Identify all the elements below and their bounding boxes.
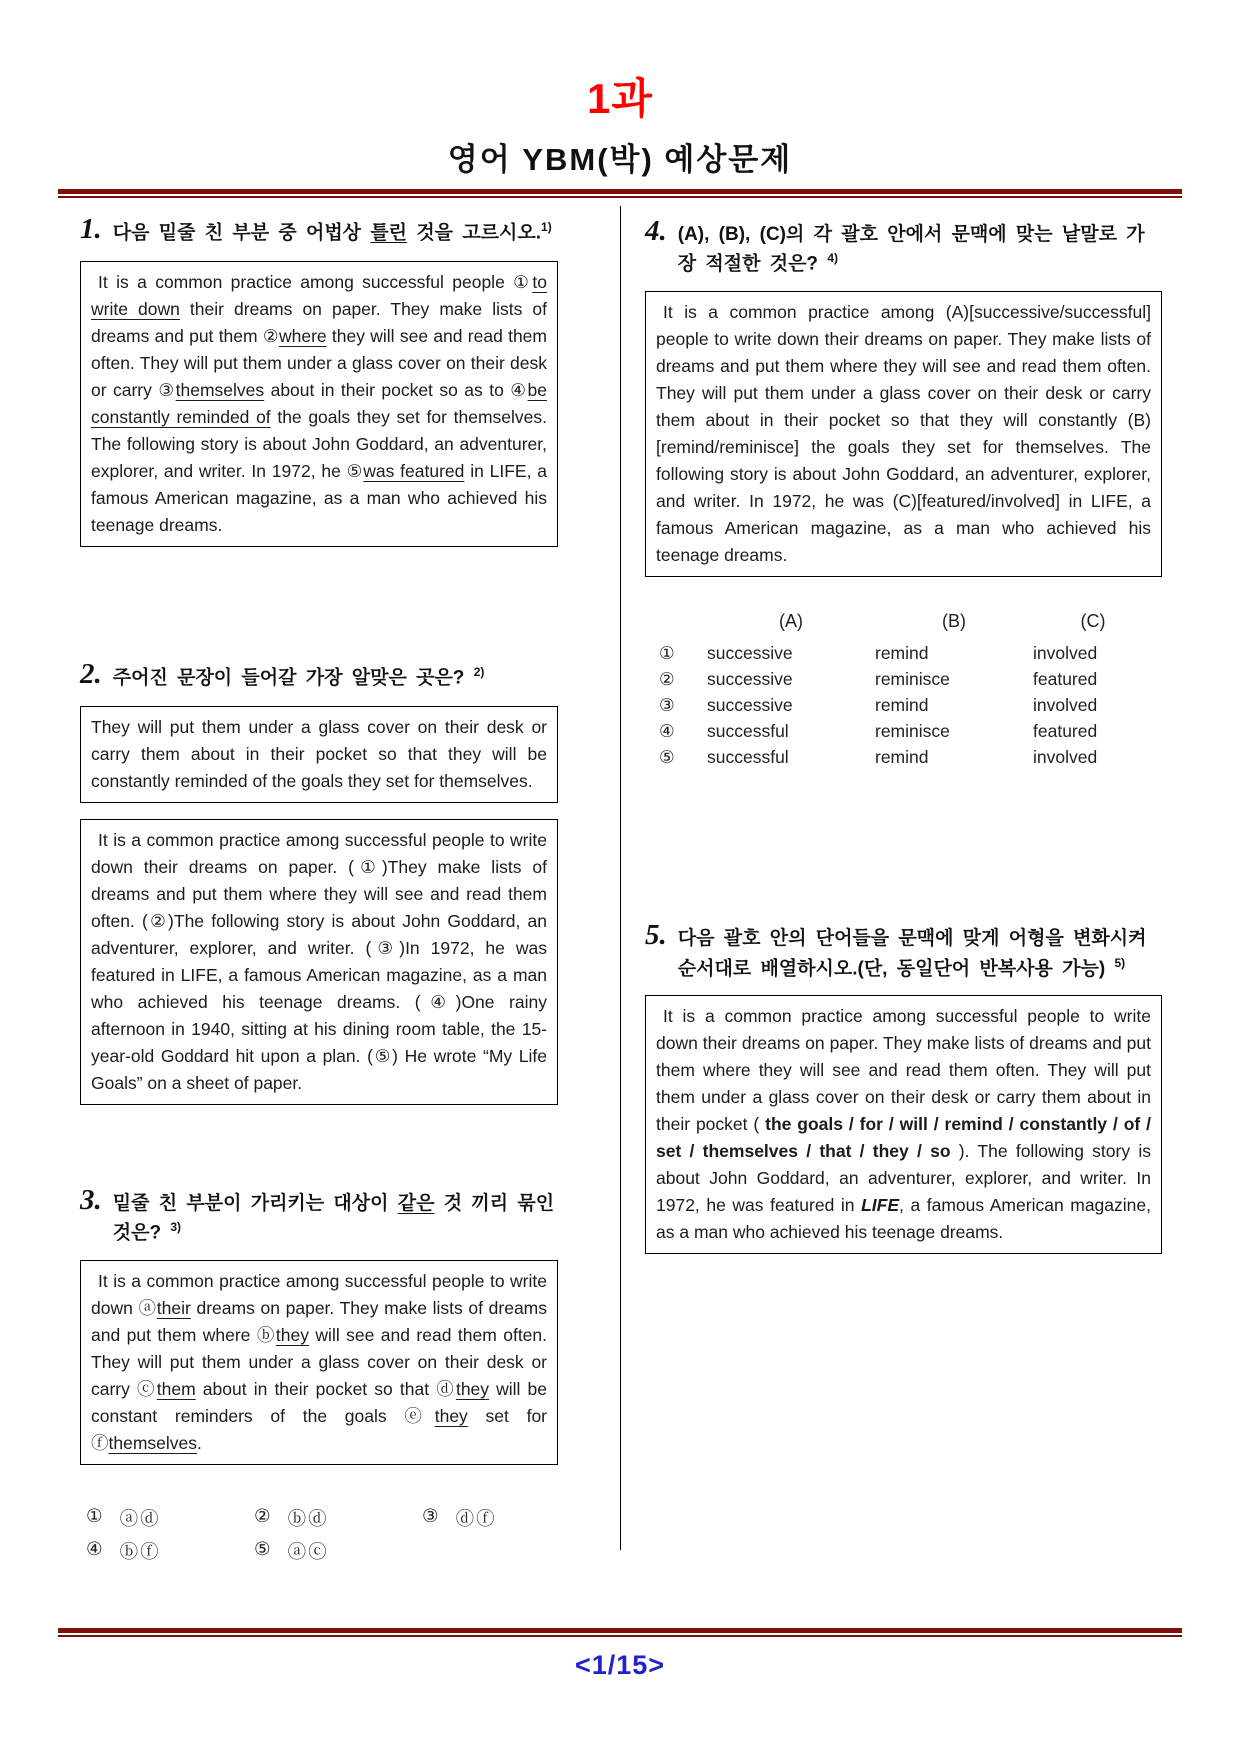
question-5-prompt: 다음 괄호 안의 단어들을 문맥에 맞게 어형을 변화시켜 순서대로 배열하시오.(단, 동일단어 반복사용 가능) $^{5)}$ — [677, 928, 1147, 979]
question-3-choices — [86, 1505, 558, 1564]
question-3-heading — [80, 1185, 558, 1248]
row-2-c: featured — [1033, 668, 1098, 689]
choice-3 — [422, 1505, 558, 1531]
row-3-a: successive — [707, 694, 793, 715]
page-header — [0, 0, 1240, 179]
question-3 — [80, 1185, 558, 1564]
question-1-passage-box — [80, 261, 558, 547]
row-5-c: involved — [1033, 746, 1098, 767]
row-2-b: reminisce — [875, 668, 950, 689]
table-row — [659, 692, 1153, 718]
row-4-c: featured — [1033, 720, 1098, 741]
choice-2-pair: ⓑⓓ — [287, 1507, 329, 1529]
row-1-number: ① — [659, 642, 675, 663]
options-header-b: (B) — [942, 611, 966, 632]
row-4-number: ④ — [659, 720, 675, 741]
question-4-number: 4. — [645, 215, 667, 247]
row-1-a: successive — [707, 642, 793, 663]
page-title: 1과 — [587, 75, 653, 122]
left-column — [80, 208, 558, 1564]
choice-1 — [86, 1505, 254, 1531]
choice-3-pair: ⓓⓕ — [455, 1507, 497, 1529]
question-4 — [645, 216, 1162, 770]
choice-5-pair: ⓐⓒ — [287, 1540, 329, 1562]
question-1-prompt: 다음 밑줄 친 부분 중 어법상 틀린 것을 고르시오.$^{1)}$ — [112, 220, 552, 244]
question-1-passage: It is a common practice among successful people ①to write down their dreams on paper. They make lists of dreams and put them ②where they will see and read them often. They will put them under a glass cover on their desk or carry ③themselves about in their pocket so as to ④be constantly reminded of the goals they set for themselves. The following story is about John Goddard, an adventurer, explorer, and writer. In 1972, he ⑤was featured in LIFE, a famous American magazine, as a man who achieved his teenage dreams. — [91, 271, 547, 535]
row-5-number: ⑤ — [659, 746, 675, 767]
page-number: <1/15> — [574, 1650, 666, 1680]
options-header-c: (C) — [1080, 611, 1106, 632]
choice-4 — [86, 1538, 254, 1564]
question-2-given-sentence: They will put them under a glass cover on their desk or carry them about in their pocket so that they will be constantly reminded of the goals they set for themselves. — [91, 716, 547, 791]
question-1-heading — [80, 214, 558, 248]
question-4-passage-box — [645, 291, 1162, 577]
question-5-number: 5. — [645, 919, 667, 952]
question-5 — [645, 920, 1162, 1254]
row-4-b: reminisce — [875, 720, 950, 741]
footer-rule-thin — [58, 1635, 1182, 1637]
table-row — [659, 640, 1153, 666]
row-4-a: successful — [707, 720, 789, 741]
question-5-passage: It is a common practice among successful people to write down their dreams on paper. They make lists of dreams and put them where they will see and read them often. They will put them under a glass cover on their desk or carry them about in their pocket ( the goals / for / will / remind / constantly / of / set / themselves / that / they / so ). The following story is about John Goddard, an adventurer, explorer, and writer. In 1972, he was featured in LIFE, a famous American magazine, as a man who achieved his teenage dreams. — [656, 1006, 1151, 1243]
choice-3-number: ③ — [422, 1504, 441, 1526]
question-2-passage: It is a common practice among successful people to write down their dreams on paper. (①)They make lists of dreams and put them where they will see and read them often. (②)The following story is about John Goddard, an adventurer, explorer, and writer. (③)In 1972, he was featured in LIFE, a famous American magazine, as a man who achieved his teenage dreams. (④)One rainy afternoon in 1940, sitting at his dining room table, the 15-year-old Goddard hit upon a plan. (⑤) He wrote “My Life Goals” on a sheet of paper. — [91, 829, 547, 1093]
question-3-prompt: 밑줄 친 부분이 가리키는 대상이 같은 것 끼리 묶인 것은? $^{3)}$ — [112, 1192, 555, 1244]
choice-1-pair: ⓐⓓ — [119, 1507, 161, 1529]
row-3-number: ③ — [659, 694, 675, 715]
choice-2 — [254, 1505, 422, 1531]
question-4-passage: It is a common practice among (A)[successive/successful] people to write down their dreams on paper. They make lists of dreams and put them where they will see and read them often. They will put them under a glass cover on their desk or carry them about in their pocket so that they will constantly (B)[remind/reminisce] the goals they set for themselves. The following story is about John Goddard, an adventurer, explorer, and writer. In 1972, he was (C)[featured/involved] in LIFE, a famous American magazine, as a man who achieved his teenage dreams. — [656, 302, 1151, 566]
row-2-number: ② — [659, 668, 675, 689]
row-1-b: remind — [875, 642, 929, 663]
table-row — [659, 666, 1153, 692]
question-3-passage: It is a common practice among successful people to write down ⓐtheir dreams on paper. They make lists of dreams and put them where ⓑthey will see and read them often. They will put them under a glass cover on their desk or carry ⓒthem about in their pocket so that ⓓthey will be constant reminders of the goals ⓔthey set for ⓕthemselves. — [91, 1270, 548, 1453]
table-row — [659, 718, 1153, 744]
row-5-b: remind — [875, 746, 929, 767]
question-2-passage-box — [80, 819, 558, 1105]
question-2-number: 2. — [80, 657, 102, 690]
question-3-number: 3. — [80, 1183, 102, 1216]
row-2-a: successive — [707, 668, 793, 689]
question-4-prompt: (A), (B), (C)의 각 괄호 안에서 문맥에 맞는 낱말로 가장 적절한 것은? $^{4)}$ — [677, 224, 1145, 275]
question-5-passage-box — [645, 995, 1162, 1254]
choice-2-number: ② — [254, 1504, 273, 1526]
header-rule-thick — [58, 189, 1182, 194]
question-2 — [80, 659, 558, 1105]
row-1-c: involved — [1033, 642, 1098, 663]
row-3-c: involved — [1033, 694, 1098, 715]
options-header-empty — [659, 611, 707, 640]
header-rule — [58, 189, 1182, 198]
column-divider — [620, 206, 621, 1550]
options-header-a: (A) — [779, 611, 803, 632]
row-3-b: remind — [875, 694, 929, 715]
question-1-number: 1. — [80, 213, 102, 245]
choice-4-pair: ⓑⓕ — [119, 1540, 161, 1562]
choice-4-number: ④ — [86, 1537, 105, 1559]
question-5-heading — [645, 920, 1162, 983]
footer-rule — [58, 1628, 1182, 1637]
options-header-row — [659, 611, 1153, 640]
page-subtitle: 영어 YBM(박) 예상문제 — [447, 142, 793, 177]
choice-5 — [254, 1538, 422, 1564]
choice-5-number: ⑤ — [254, 1537, 273, 1559]
footer-rule-thick — [58, 1628, 1182, 1633]
header-rule-thin — [58, 196, 1182, 198]
row-5-a: successful — [707, 746, 789, 767]
question-4-options-table — [659, 611, 1153, 770]
question-4-heading — [645, 216, 1162, 279]
question-1 — [80, 214, 558, 547]
right-column — [645, 208, 1162, 1254]
question-2-heading — [80, 659, 558, 693]
table-row — [659, 744, 1153, 770]
question-2-prompt: 주어진 문장이 들어갈 가장 알맞은 곳은? $^{2)}$ — [112, 664, 485, 689]
choice-1-number: ① — [86, 1504, 105, 1526]
question-3-passage-box — [80, 1260, 558, 1465]
question-2-given-sentence-box — [80, 706, 558, 803]
